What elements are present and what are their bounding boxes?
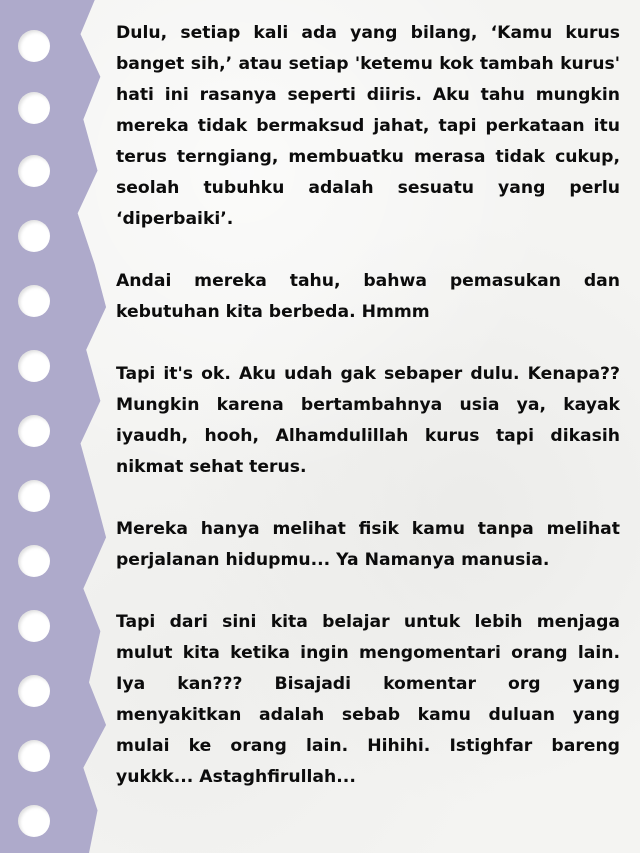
binder-hole xyxy=(18,350,50,382)
binder-hole xyxy=(18,805,50,837)
paragraph: Dulu, setiap kali ada yang bilang, ‘Kamu kurus banget sih,’ atau setiap 'ketemu kok tambah kurus' hati ini rasanya seperti diiris. Aku tahu mungkin mereka tidak bermaksud jahat, tapi perkataan itu terus terngiang, membuatku merasa tidak cukup, seolah tubuhku adalah sesuatu yang perlu ‘diperbaiki’. xyxy=(116,23,620,229)
binder-hole xyxy=(18,220,50,252)
binder-hole xyxy=(18,545,50,577)
binder-hole xyxy=(18,155,50,187)
paragraph: Mereka hanya melihat fisik kamu tanpa melihat perjalanan hidupmu... Ya Namanya manusia. xyxy=(116,519,620,570)
binder-hole xyxy=(18,285,50,317)
binder-hole xyxy=(18,740,50,772)
paragraph: Andai mereka tahu, bahwa pemasukan dan kebutuhan kita berbeda. Hmmm xyxy=(116,271,620,322)
binder-hole xyxy=(18,30,50,62)
paragraph: Tapi it's ok. Aku udah gak sebaper dulu. Kenapa?? Mungkin karena bertambahnya usia ya, kayak iyaudh, hooh, Alhamdulillah kurus tapi dikasih nikmat sehat terus. xyxy=(116,364,620,477)
binder-hole xyxy=(18,480,50,512)
binder-hole xyxy=(18,675,50,707)
paragraph: Tapi dari sini kita belajar untuk lebih menjaga mulut kita ketika ingin mengomentari orang lain. Iya kan??? Bisajadi komentar org yang menyakitkan adalah sebab kamu duluan yang mulai ke orang lain. Hihihi. Istighfar bareng yukkk... Astaghfirullah... xyxy=(116,612,620,787)
binder-hole xyxy=(18,610,50,642)
binder-hole xyxy=(18,415,50,447)
note-text xyxy=(116,18,620,824)
binder-hole xyxy=(18,92,50,124)
